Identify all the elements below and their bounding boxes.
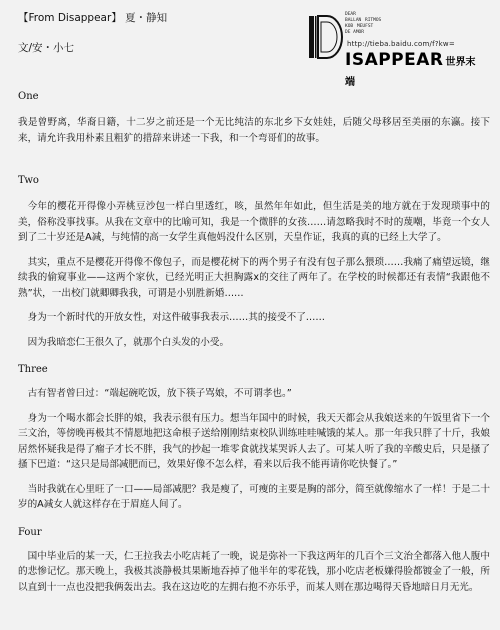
logo-word-1: DEAR [345,12,356,17]
section-one-paragraph-1: 我是曾野离，华裔日籍，十二岁之前还是一个无比纯洁的东北乡下女娃娃，后随父母移居至美丽的东瀛。接下来，请允许我用朴素且粗犷的措辞来讲述一下我，和一个弯哥们的故事。 [18,117,490,144]
logo-word-4: KOB [345,24,354,29]
disappear-d-logo-icon [309,14,343,62]
section-three-paragraph-1: 古有智者曾曰过：“端起碗吃饭，放下筷子骂娘，不可谓孝也。” [27,388,292,399]
logo-brand-text: ISAPPEAR [345,50,444,70]
logo-word-6: DE AMOR [345,30,364,35]
section-four-label: Four [18,526,42,538]
logo-brand [345,50,484,90]
section-three-paragraph-2: 身为一个喝水都会长胖的娘，我表示很有压力。想当年国中的时候，我天天都会从我娘送来的午饭里省下一个三文治，等傍晚再极其不情愿地把这命根子送给刚刚结束校队训练哇哇喊饿的某人。那一年我只胖了十斤，我娘居然怀疑我是得了瘤子才长不胖，我气的抄起一堆零食就找某哭诉人去了。可某人听了我的辛酸史后，只是搔了搔下巴道：“这只是局部减肥而已，效果好像不怎么样，看来以后我不能再请你吃快餐了。” [18,412,490,470]
logo-brand-cn: 世界末端 [345,57,476,88]
section-two-paragraph-1: 今年的樱花开得像小弄桃豆沙包一样白里透红，咳，虽然年年如此，但生活是美的地方就在于发现琐事中的美，俗称没事找事。从我在文章中的比喻可知，我是一个微胖的女孩……请忽略我时不时的蔑嘲，毕竟一个女人到了二十岁还是A减，与纯情的高一女学生真他妈没什么区别，天皇作证，我真的真的已经上大学了。 [18,201,490,243]
section-two-paragraph-2: 其实，重点不是樱花开得像不像包子，而是樱花树下的两个男子有没有包子那么猥琐……我痛了痛望远镜，继续我的偷窥事业——这两个家伙，已经光明正大担胸露x的交往了两年了。在学校的时候都还有表情“我跟他不熟”状，一出校门就卿卿我我，可谓是小别胜新婚…… [18,256,490,299]
logo-word-2: BALLAN [345,18,362,23]
logo-url: http://tieba.baidu.com/f?kw= [347,40,455,48]
section-four-paragraph-1: 国中毕业后的某一天，仁王拉我去小吃店耗了一晚，说是弥补一下我这两年的几百个三文治全都落入他人腹中的悲惨记忆。那天晚上，我极其淡静极其果断地吞掉了他半年的零花钱，那小吃店老板嫌得脸都镀金了一般，所以直到十一点也没把我俩轰出去。我在这边吃的左拥右抱不亦乐乎，而某人则在那边喝得天昏地暗日月无光。 [18,550,490,593]
section-two-paragraph-4: 因为我暗恋仁王很久了，就那个白头发的小受。 [27,336,230,348]
title-source: 【From Disappear】 [18,12,122,24]
section-three-paragraph-3: 当时我就在心里旺了一口——局部减肥？我是瘦了，可瘦的主要是胸的部分，简至就像缩水了一样！于是二十岁的A减女人就这样存在于眉庭人间了。 [18,483,490,510]
section-two-paragraph-3: 身为一个新时代的开放女性，对这件破事我表示……其的接受不了…… [27,312,325,323]
logo-word-3: RITMOS [365,18,382,23]
section-one-label: One [18,91,39,102]
author-line: 文/安・小七 [18,42,75,54]
disappear-logo [309,10,484,88]
section-two-label: Two [18,175,39,186]
section-three-label: Three [18,364,48,375]
logo-word-5: MEUFST [357,24,374,29]
title-chapter: 夏・静知 [125,12,168,24]
header [18,10,490,88]
